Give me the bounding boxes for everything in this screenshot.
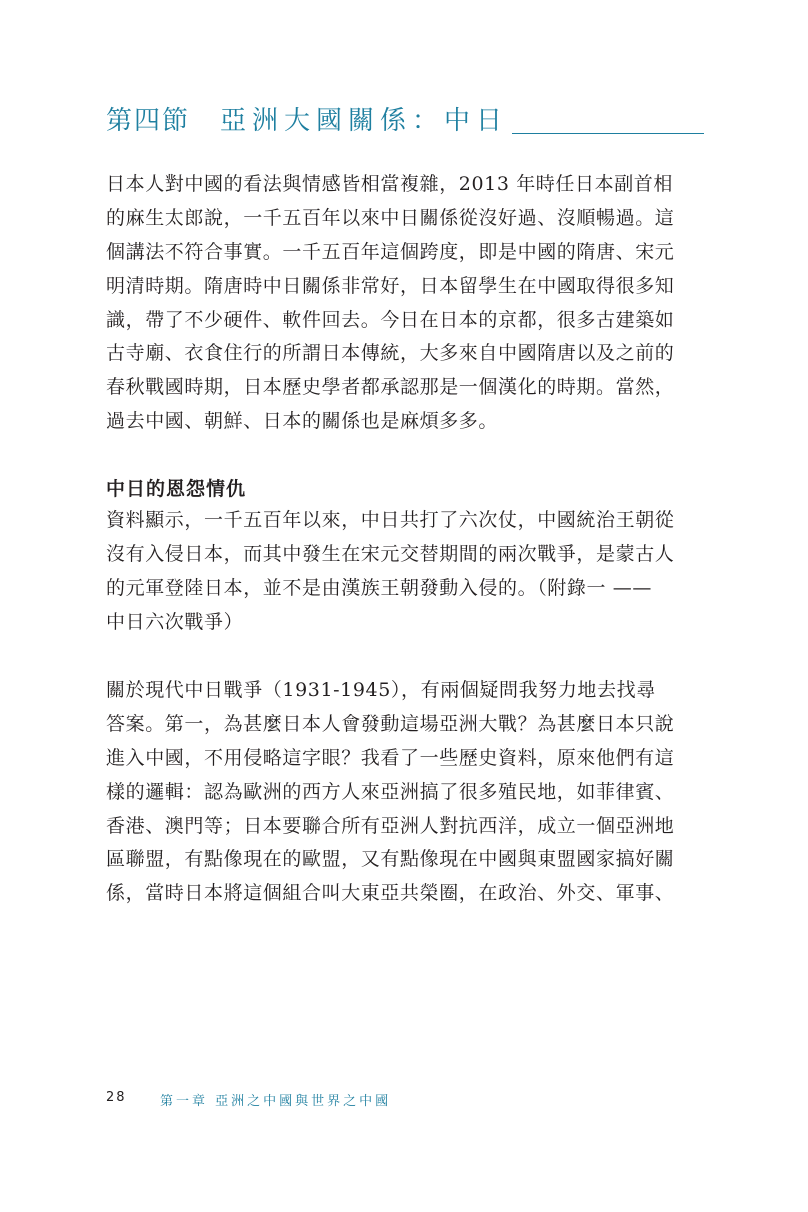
text-line: 過去中國、朝鮮、日本的關係也是麻煩多多。 (106, 410, 499, 433)
text-line: 關於現代中日戰爭（1931-1945），有兩個疑問我努力地去找尋 (106, 679, 656, 701)
text-line: 沒有入侵日本，而其中發生在宋元交替期間的兩次戰爭，是蒙古人 (106, 542, 675, 565)
text-line: 日本人對中國的看法與情感皆相當複雜，2013 年時任日本副首相 (106, 173, 673, 195)
text-line: 區聯盟，有點像現在的歐盟，又有點像現在中國與東盟國家搞好關 (106, 848, 675, 871)
text-line: 香港、澳門等；日本要聯合所有亞洲人對抗西洋，成立一個亞洲地 (106, 814, 675, 837)
text-line: 資料顯示，一千五百年以來，中日共打了六次仗，中國統治王朝從 (106, 509, 675, 531)
text-line: 識，帶了不少硬件、軟件回去。今日在日本的京都，很多古建築如 (106, 308, 675, 331)
text-line: 明清時期。隋唐時中日關係非常好，日本留學生在中國取得很多知 (106, 274, 675, 297)
text-line: 的麻生太郎說，一千五百年以來中日關係從沒好過、沒順暢過。這 (106, 206, 675, 229)
section-heading (106, 104, 704, 138)
chapter-title: 第一章 亞洲之中國與世界之中國 (160, 1094, 392, 1109)
subheading: 中日的恩怨情仇 (106, 478, 247, 500)
section-title: 亞洲大國關係：中日 (220, 106, 509, 136)
paragraph-1 (106, 168, 702, 439)
text-line: 進入中國，不用侵略這字眼？我看了一些歷史資料，原來他們有這 (106, 746, 675, 769)
paragraph-3 (106, 674, 702, 911)
text-line: 樣的邏輯：認為歐洲的西方人來亞洲搞了很多殖民地，如菲律賓、 (106, 780, 675, 803)
heading-rule (512, 133, 704, 134)
page-footer (106, 1090, 706, 1110)
text-line: 係，當時日本將這個組合叫大東亞共榮圈，在政治、外交、軍事、 (106, 882, 675, 905)
page-number: 28 (106, 1090, 127, 1105)
text-line: 個講法不符合事實。一千五百年這個跨度，即是中國的隋唐、宋元 (106, 240, 675, 263)
text-line: 的元軍登陸日本，並不是由漢族王朝發動入侵的。（附錄一 —— (106, 576, 652, 599)
text-line: 古寺廟、衣食住行的所謂日本傳統，大多來自中國隋唐以及之前的 (106, 342, 675, 365)
text-line: 答案。第一，為甚麼日本人會發動這場亞洲大戰？為甚麼日本只說 (106, 712, 675, 735)
text-line: 中日六次戰爭） (106, 610, 244, 633)
paragraph-2 (106, 504, 702, 640)
section-number: 第四節 (106, 106, 191, 136)
text-line: 春秋戰國時期，日本歷史學者都承認那是一個漢化的時期。當然， (106, 376, 675, 399)
